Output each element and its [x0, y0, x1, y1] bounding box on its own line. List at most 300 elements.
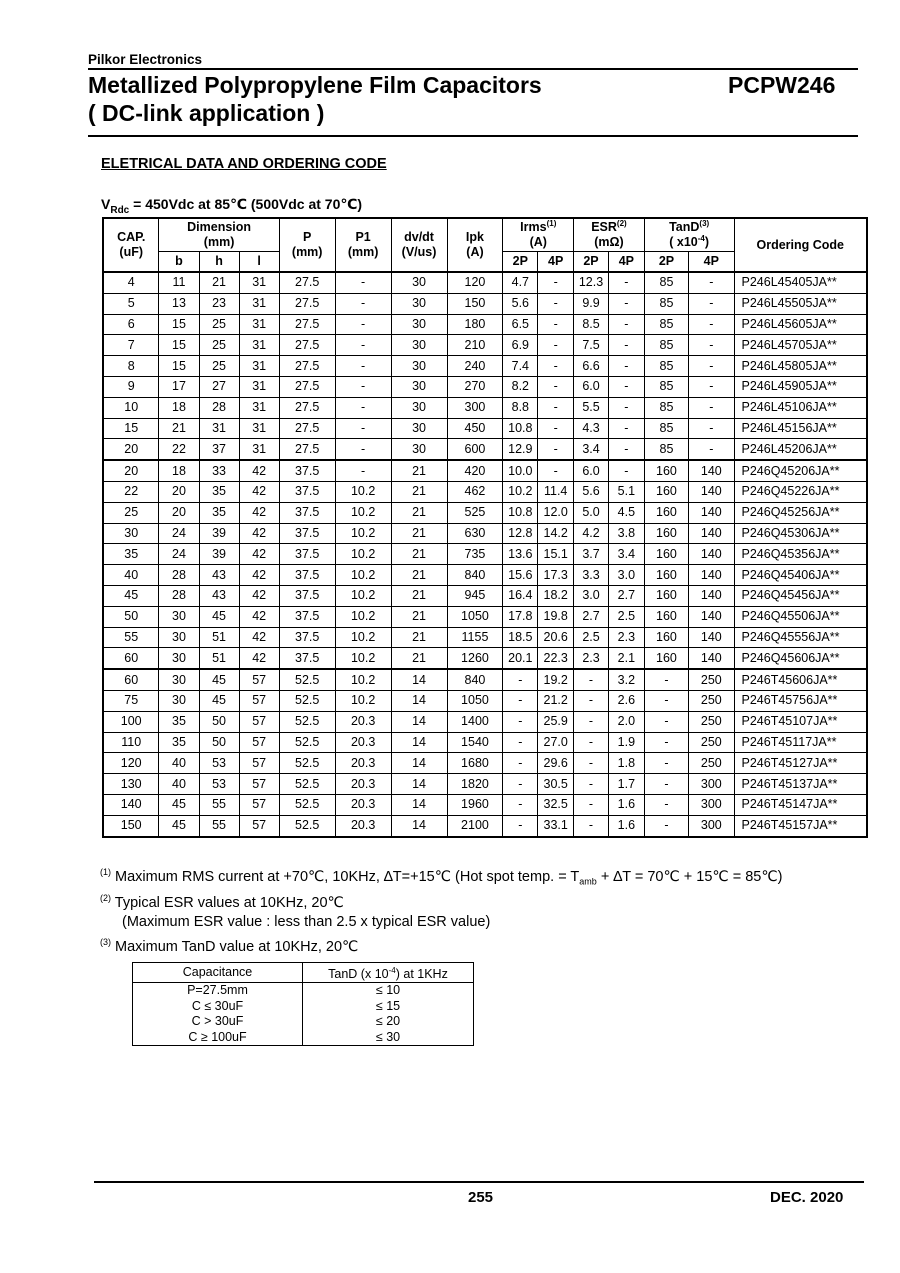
header-esr: ESR$^{(2)}$ (mΩ): [574, 218, 645, 252]
table-cell: 30: [103, 523, 159, 544]
table-cell: -: [689, 356, 734, 377]
table-cell: -: [574, 711, 609, 732]
table-cell: 4: [103, 272, 159, 293]
table-cell: 21: [391, 648, 447, 669]
table-cell: 462: [447, 481, 503, 502]
table-cell: 7: [103, 335, 159, 356]
table-cell: -: [644, 690, 688, 711]
table-cell: 140: [689, 460, 734, 481]
table-cell: 52.5: [279, 774, 335, 795]
table-cell: 27.5: [279, 356, 335, 377]
table-cell: 25: [103, 502, 159, 523]
table-cell: 300: [689, 815, 734, 836]
table-cell: 31: [199, 418, 239, 439]
table-cell: 1.9: [608, 732, 644, 753]
table-cell: 57: [239, 732, 279, 753]
ordering-code-cell: P246T45117JA**: [734, 732, 867, 753]
table-cell: 35: [199, 502, 239, 523]
table-cell: 43: [199, 585, 239, 606]
table-cell: 250: [689, 669, 734, 690]
table-cell: 42: [239, 565, 279, 586]
table-cell: 140: [689, 648, 734, 669]
table-cell: -: [644, 732, 688, 753]
table-cell: 22.3: [538, 648, 574, 669]
table-cell: 250: [689, 732, 734, 753]
table-cell: 20.3: [335, 753, 391, 774]
table-cell: 14: [391, 753, 447, 774]
table-cell: -: [538, 439, 574, 460]
table-cell: 22: [103, 481, 159, 502]
table-row: [103, 376, 867, 397]
header-p1: P1 (mm): [335, 218, 391, 272]
table-row: [103, 774, 867, 795]
header-tand-4p: 4P: [689, 252, 734, 273]
table-cell: 20: [159, 481, 199, 502]
table-cell: 25: [199, 356, 239, 377]
table-cell: -: [503, 774, 538, 795]
table-cell: 24: [159, 544, 199, 565]
ordering-code-cell: P246L45206JA**: [734, 439, 867, 460]
tand-row: [133, 999, 474, 1015]
table-cell: 10.2: [335, 481, 391, 502]
table-cell: -: [689, 439, 734, 460]
table-cell: 15: [103, 418, 159, 439]
table-cell: 37.5: [279, 502, 335, 523]
table-cell: 85: [644, 418, 688, 439]
table-row: [103, 565, 867, 586]
table-cell: -: [608, 439, 644, 460]
table-cell: 3.0: [574, 585, 609, 606]
table-cell: 37.5: [279, 606, 335, 627]
table-row: [103, 397, 867, 418]
table-cell: 31: [239, 335, 279, 356]
table-cell: 12.8: [503, 523, 538, 544]
table-cell: 19.2: [538, 669, 574, 690]
table-cell: 4.3: [574, 418, 609, 439]
table-cell: 160: [644, 648, 688, 669]
header-rule: [88, 68, 858, 70]
table-row: [103, 753, 867, 774]
table-cell: 42: [239, 585, 279, 606]
table-cell: 30: [391, 293, 447, 314]
table-cell: 50: [199, 732, 239, 753]
table-cell: 22: [159, 439, 199, 460]
table-cell: 18: [159, 460, 199, 481]
table-cell: 57: [239, 794, 279, 815]
table-cell: 210: [447, 335, 503, 356]
table-cell: 30: [159, 627, 199, 648]
table-cell: -: [608, 356, 644, 377]
table-cell: 27.5: [279, 272, 335, 293]
table-cell: -: [608, 418, 644, 439]
table-cell: 20.1: [503, 648, 538, 669]
table-cell: 21: [391, 585, 447, 606]
table-cell: 2.7: [608, 585, 644, 606]
table-cell: 37.5: [279, 523, 335, 544]
table-cell: -: [538, 397, 574, 418]
table-cell: 30: [391, 439, 447, 460]
table-cell: 52.5: [279, 815, 335, 836]
table-cell: -: [538, 356, 574, 377]
table-cell: 42: [239, 523, 279, 544]
table-cell: -: [335, 314, 391, 335]
table-cell: 1050: [447, 690, 503, 711]
table-cell: 37.5: [279, 460, 335, 481]
table-cell: 160: [644, 502, 688, 523]
table-cell: 50: [103, 606, 159, 627]
table-cell: 37.5: [279, 544, 335, 565]
table-cell: 14: [391, 774, 447, 795]
table-row: [103, 669, 867, 690]
table-cell: 42: [239, 606, 279, 627]
tand-value-cell: ≤ 15: [375, 998, 401, 1013]
table-cell: -: [689, 397, 734, 418]
table-cell: 1540: [447, 732, 503, 753]
ordering-code-cell: P246L45505JA**: [734, 293, 867, 314]
table-cell: 33.1: [538, 815, 574, 836]
table-cell: 12.9: [503, 439, 538, 460]
header-p: P (mm): [279, 218, 335, 272]
table-cell: 630: [447, 523, 503, 544]
table-cell: 160: [644, 523, 688, 544]
table-cell: 11.4: [538, 481, 574, 502]
table-row: [103, 585, 867, 606]
table-cell: 18.5: [503, 627, 538, 648]
table-cell: 39: [199, 544, 239, 565]
table-cell: 5.6: [574, 481, 609, 502]
table-cell: 85: [644, 376, 688, 397]
ordering-code-cell: P246Q45306JA**: [734, 523, 867, 544]
table-cell: 14: [391, 732, 447, 753]
voltage-text: = 450Vdc at 85℃ (500Vdc at 70℃): [129, 196, 362, 212]
table-cell: 21: [391, 565, 447, 586]
table-cell: 300: [689, 794, 734, 815]
table-cell: 10.8: [503, 418, 538, 439]
table-cell: 120: [447, 272, 503, 293]
table-cell: 6.6: [574, 356, 609, 377]
table-cell: 45: [103, 585, 159, 606]
table-cell: 25.9: [538, 711, 574, 732]
ordering-code-cell: P246L45705JA**: [734, 335, 867, 356]
table-cell: 57: [239, 753, 279, 774]
table-cell: 3.4: [574, 439, 609, 460]
table-cell: 20.3: [335, 794, 391, 815]
table-cell: 20: [103, 439, 159, 460]
table-cell: 600: [447, 439, 503, 460]
table-cell: 3.8: [608, 523, 644, 544]
table-cell: 10.2: [335, 606, 391, 627]
table-cell: 6.0: [574, 460, 609, 481]
table-cell: 140: [689, 606, 734, 627]
table-cell: -: [538, 376, 574, 397]
table-cell: -: [689, 314, 734, 335]
table-cell: -: [644, 669, 688, 690]
table-cell: 25: [199, 314, 239, 335]
table-cell: 27.5: [279, 293, 335, 314]
table-row: [103, 335, 867, 356]
table-cell: 5.6: [503, 293, 538, 314]
table-cell: 2.3: [608, 627, 644, 648]
ordering-code-cell: P246L45156JA**: [734, 418, 867, 439]
table-cell: 31: [239, 272, 279, 293]
table-cell: 57: [239, 669, 279, 690]
table-cell: 45: [199, 606, 239, 627]
table-cell: 17: [159, 376, 199, 397]
table-cell: 7.4: [503, 356, 538, 377]
ordering-code-cell: P246T45157JA**: [734, 815, 867, 836]
table-cell: 24: [159, 523, 199, 544]
table-cell: 8.5: [574, 314, 609, 335]
table-cell: 35: [103, 544, 159, 565]
footnote-3: $^{(3)}$ Maximum TanD value at 10KHz, 20℃: [100, 937, 359, 955]
table-row: [103, 502, 867, 523]
table-cell: -: [538, 293, 574, 314]
table-cell: 10.2: [335, 669, 391, 690]
table-cell: 28: [159, 565, 199, 586]
table-cell: -: [574, 690, 609, 711]
table-row: [103, 711, 867, 732]
table-cell: 75: [103, 690, 159, 711]
table-cell: 27.0: [538, 732, 574, 753]
table-cell: 14: [391, 669, 447, 690]
table-cell: 18: [159, 397, 199, 418]
header-ipk: Ipk (A): [447, 218, 503, 272]
table-cell: -: [574, 815, 609, 836]
ordering-code-cell: P246L45905JA**: [734, 376, 867, 397]
tand-row: [133, 1014, 474, 1030]
table-cell: -: [608, 376, 644, 397]
table-cell: 2.7: [574, 606, 609, 627]
table-row: [103, 314, 867, 335]
tand-capacitance-cell: C ≥ 100uF: [133, 1030, 303, 1046]
table-cell: -: [335, 397, 391, 418]
table-cell: 30: [159, 669, 199, 690]
table-cell: 60: [103, 648, 159, 669]
table-cell: 55: [199, 794, 239, 815]
header-esr-2p: 2P: [574, 252, 609, 273]
table-cell: -: [503, 711, 538, 732]
table-cell: -: [689, 335, 734, 356]
table-row: [103, 481, 867, 502]
table-cell: 60: [103, 669, 159, 690]
ordering-code-cell: P246T45107JA**: [734, 711, 867, 732]
table-cell: 12.3: [574, 272, 609, 293]
table-cell: 30: [391, 376, 447, 397]
header-irms-2p: 2P: [503, 252, 538, 273]
table-cell: 31: [239, 376, 279, 397]
table-cell: 30: [391, 335, 447, 356]
table-cell: 7.5: [574, 335, 609, 356]
table-cell: 31: [239, 439, 279, 460]
table-cell: -: [574, 794, 609, 815]
table-cell: -: [644, 774, 688, 795]
table-cell: 160: [644, 460, 688, 481]
table-cell: 19.8: [538, 606, 574, 627]
table-cell: -: [644, 815, 688, 836]
table-cell: 20.3: [335, 815, 391, 836]
table-cell: 31: [239, 397, 279, 418]
table-cell: 140: [689, 585, 734, 606]
footnote-1: $^{(1)}$ Maximum RMS current at +70℃, 10KHz, ∆T=+15℃ (Hot spot temp. = $T_{amb} + \Delta T$ = 70℃ + 15℃ = 85℃): [100, 867, 783, 887]
table-cell: 240: [447, 356, 503, 377]
table-cell: 5.0: [574, 502, 609, 523]
table-row: [103, 460, 867, 481]
table-cell: 15.1: [538, 544, 574, 565]
table-cell: 10.2: [335, 523, 391, 544]
table-cell: 37: [199, 439, 239, 460]
table-cell: 4.2: [574, 523, 609, 544]
table-cell: 30: [391, 314, 447, 335]
table-cell: 8.8: [503, 397, 538, 418]
table-cell: -: [689, 272, 734, 293]
electrical-data-table: [102, 217, 868, 838]
table-cell: -: [538, 335, 574, 356]
table-cell: 31: [239, 293, 279, 314]
table-cell: -: [644, 711, 688, 732]
table-cell: 40: [159, 774, 199, 795]
table-cell: 21: [391, 460, 447, 481]
table-cell: 10.2: [335, 585, 391, 606]
table-cell: 57: [239, 711, 279, 732]
table-cell: 21: [391, 544, 447, 565]
table-cell: 30: [391, 272, 447, 293]
table-cell: -: [503, 690, 538, 711]
table-cell: 1680: [447, 753, 503, 774]
table-cell: -: [574, 732, 609, 753]
table-cell: 20.3: [335, 774, 391, 795]
table-cell: 85: [644, 293, 688, 314]
table-cell: 30: [391, 397, 447, 418]
table-cell: -: [608, 397, 644, 418]
table-cell: 53: [199, 774, 239, 795]
table-cell: -: [574, 669, 609, 690]
table-cell: 35: [199, 481, 239, 502]
ordering-code-cell: P246Q45406JA**: [734, 565, 867, 586]
ordering-code-cell: P246T45756JA**: [734, 690, 867, 711]
table-cell: 14: [391, 690, 447, 711]
table-cell: 85: [644, 356, 688, 377]
table-cell: 17.8: [503, 606, 538, 627]
table-cell: 42: [239, 460, 279, 481]
table-cell: 110: [103, 732, 159, 753]
table-cell: 840: [447, 669, 503, 690]
table-cell: 45: [199, 669, 239, 690]
table-cell: 27.5: [279, 314, 335, 335]
table-cell: 1.7: [608, 774, 644, 795]
footer-rule: [94, 1181, 864, 1183]
table-cell: 30: [159, 606, 199, 627]
ordering-code-cell: P246T45606JA**: [734, 669, 867, 690]
table-cell: 52.5: [279, 732, 335, 753]
header-tand: TanD$^{(3)}$ ( $x10^{-4}$): [644, 218, 734, 252]
table-cell: 39: [199, 523, 239, 544]
ordering-code-cell: P246T45137JA**: [734, 774, 867, 795]
table-cell: 13: [159, 293, 199, 314]
table-cell: 30: [159, 648, 199, 669]
table-cell: 14: [391, 794, 447, 815]
table-cell: 16.4: [503, 585, 538, 606]
table-cell: 3.3: [574, 565, 609, 586]
header-dimension: Dimension (mm): [159, 218, 279, 252]
table-cell: 2.3: [574, 648, 609, 669]
table-cell: 52.5: [279, 794, 335, 815]
ordering-code-cell: P246L45106JA**: [734, 397, 867, 418]
table-cell: 37.5: [279, 648, 335, 669]
table-cell: 21.2: [538, 690, 574, 711]
table-cell: 85: [644, 335, 688, 356]
tand-capacitance-cell: P=27.5mm: [133, 983, 303, 999]
table-cell: 55: [199, 815, 239, 836]
table-cell: 30: [391, 418, 447, 439]
table-cell: -: [538, 272, 574, 293]
document-subtitle: ( DC-link application ): [88, 100, 325, 126]
table-row: [103, 794, 867, 815]
table-cell: 25: [199, 335, 239, 356]
table-cell: 10.2: [335, 690, 391, 711]
voltage-rating: [101, 196, 362, 216]
table-cell: 27.5: [279, 418, 335, 439]
tand-value-cell: ≤ 10: [375, 983, 401, 998]
table-cell: 17.3: [538, 565, 574, 586]
table-cell: 21: [159, 418, 199, 439]
table-cell: 42: [239, 481, 279, 502]
table-cell: 5.1: [608, 481, 644, 502]
table-cell: -: [335, 293, 391, 314]
table-cell: 140: [689, 481, 734, 502]
table-cell: -: [335, 418, 391, 439]
table-cell: -: [335, 460, 391, 481]
table-cell: -: [644, 753, 688, 774]
table-cell: -: [335, 439, 391, 460]
table-cell: -: [503, 732, 538, 753]
title-rule: [88, 135, 858, 137]
header-dvdt: dv/dt (V/us): [391, 218, 447, 272]
table-cell: -: [608, 293, 644, 314]
table-cell: 37.5: [279, 481, 335, 502]
table-cell: 27: [199, 376, 239, 397]
table-cell: 180: [447, 314, 503, 335]
table-row: [103, 356, 867, 377]
table-cell: 9.9: [574, 293, 609, 314]
table-cell: 20.3: [335, 711, 391, 732]
table-cell: 14: [391, 815, 447, 836]
table-cell: 15: [159, 356, 199, 377]
table-cell: 6.9: [503, 335, 538, 356]
table-cell: 15: [159, 314, 199, 335]
table-cell: 10.8: [503, 502, 538, 523]
table-cell: 27.5: [279, 439, 335, 460]
table-cell: 35: [159, 711, 199, 732]
table-cell: 57: [239, 690, 279, 711]
table-cell: 5: [103, 293, 159, 314]
table-cell: -: [608, 335, 644, 356]
header-tand-2p: 2P: [644, 252, 688, 273]
ordering-code-cell: P246L45405JA**: [734, 272, 867, 293]
table-cell: 160: [644, 606, 688, 627]
table-cell: 4.5: [608, 502, 644, 523]
header-ordering-code: Ordering Code: [734, 218, 867, 272]
table-cell: 28: [199, 397, 239, 418]
table-cell: 4.7: [503, 272, 538, 293]
document-date: DEC. 2020: [770, 1189, 844, 1206]
table-cell: 51: [199, 627, 239, 648]
tand-limit-table: [132, 962, 474, 1046]
table-cell: 27.5: [279, 376, 335, 397]
table-cell: 140: [689, 544, 734, 565]
table-cell: 140: [689, 627, 734, 648]
table-cell: 120: [103, 753, 159, 774]
header-h: h: [199, 252, 239, 273]
